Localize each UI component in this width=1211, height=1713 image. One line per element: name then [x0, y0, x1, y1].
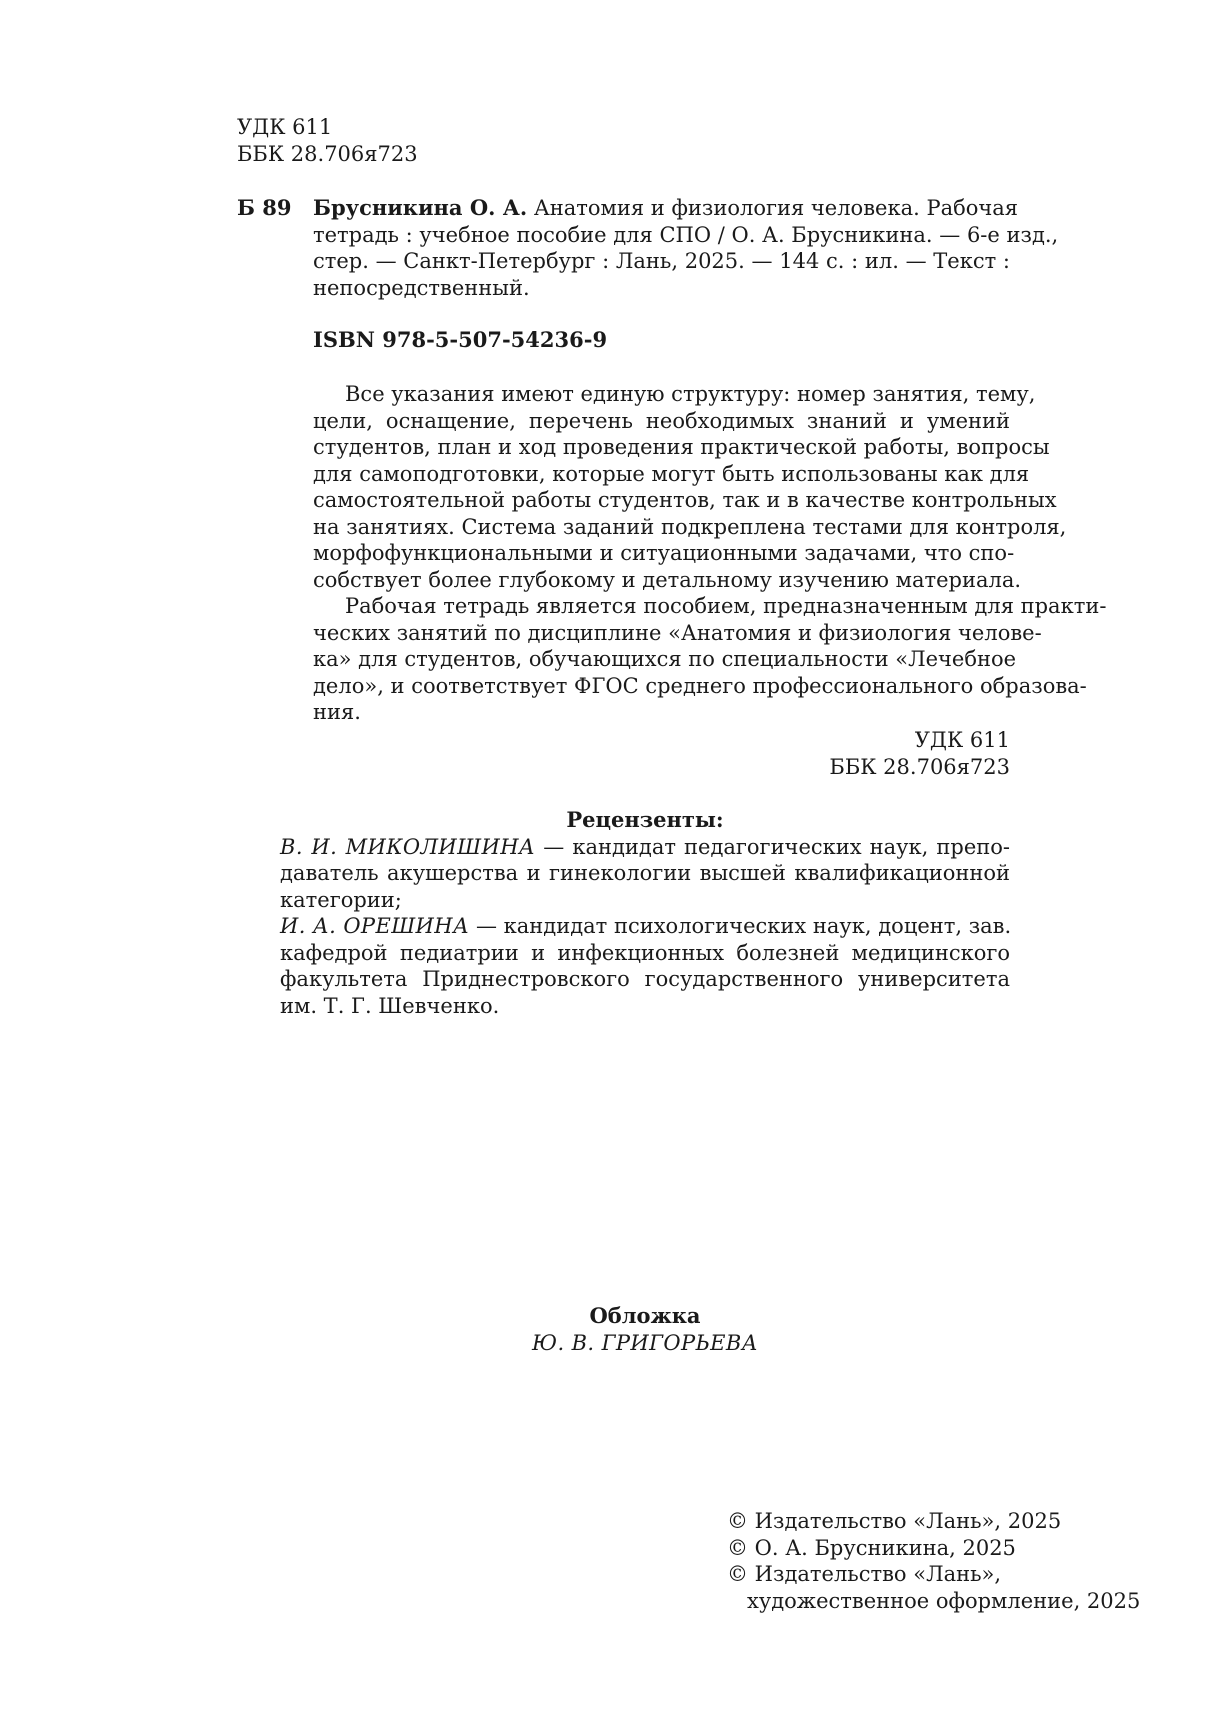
copyright-line: © Издательство «Лань», 2025 — [727, 1509, 1062, 1533]
reviewers-heading: Рецензенты: — [566, 807, 724, 832]
reviewer-2-line: факультета Приднестровского государственного университета — [280, 967, 1010, 991]
isbn: ISBN 978-5-507-54236-9 — [313, 327, 608, 352]
classification-top — [237, 114, 418, 167]
reviewer-1-line-1 — [280, 834, 1010, 861]
cover-artist: Ю. В. ГРИГОРЬЕВА — [531, 1330, 758, 1355]
copyright-block — [727, 1508, 1141, 1614]
biblio-line-1 — [313, 195, 1019, 222]
author-name: Брусникина О. А. — [313, 195, 528, 220]
reviewer-1-line: даватель акушерства и гинекологии высшей квалификационной — [280, 861, 1010, 885]
biblio-line-2: тетрадь : учебное пособие для СПО / О. А. Брусникина. — 6-е изд., — [313, 222, 1059, 247]
reviewer-1-title: — кандидат педагогических наук, препо- — [535, 834, 1010, 859]
reviewer-2-name: И. А. ОРЕШИНА — [280, 914, 470, 938]
reviewer-2-line-1 — [280, 913, 1010, 940]
abstract-line: дело», и соответствует ФГОС среднего профессионального образова- — [313, 673, 1087, 698]
biblio-line-4: непосредственный. — [313, 275, 530, 300]
abstract-line: на занятиях. Система заданий подкреплена тестами для контроля, — [313, 514, 1067, 539]
abstract-line: ческих занятий по дисциплине «Анатомия и физиология челове- — [313, 620, 1042, 645]
abstract-line: для самоподготовки, которые могут быть использованы как для — [313, 461, 1030, 486]
abstract-line: Все указания имеют единую структуру: номер занятия, тему, — [345, 382, 1036, 406]
reviewer-2-line: им. Т. Г. Шевченко. — [280, 993, 500, 1018]
abstract-line: морфофункциональными и ситуационными задачами, что спо- — [313, 541, 1015, 565]
reviewer-1-line: категории; — [280, 887, 402, 912]
copyright-line: художественное оформление, 2025 — [747, 1588, 1141, 1613]
bibliographic-record — [237, 195, 1059, 301]
reviewer-1-name: В. И. МИКОЛИШИНА — [280, 834, 536, 859]
bbk-code: ББК 28.706я723 — [829, 754, 1010, 779]
reviewer-2-line: кафедрой педиатрии и инфекционных болезней медицинского — [280, 940, 1010, 965]
abstract-line: самостоятельной работы студентов, так и в качестве контрольных — [313, 488, 1057, 512]
abstract-line: студентов, план и ход проведения практической работы, вопросы — [313, 435, 1050, 459]
udk-code: УДК 611 — [914, 728, 1010, 752]
abstract — [313, 381, 1107, 726]
reviewers-section — [280, 807, 1010, 1019]
biblio-title: Анатомия и физиология человека. Рабочая — [533, 196, 1019, 220]
bbk-code: ББК 28.706я723 — [237, 141, 418, 166]
abstract-line: Рабочая тетрадь является пособием, предназначенным для практи- — [345, 594, 1107, 618]
cover-label: Обложка — [589, 1303, 701, 1328]
classification-bottom — [313, 727, 1010, 780]
copyright-line: © Издательство «Лань», — [727, 1562, 1002, 1586]
reviewer-2-title: — кандидат психологических наук, доцент, зав. — [469, 914, 1012, 938]
abstract-line: цели, оснащение, перечень необходимых знаний и умений — [313, 408, 1010, 433]
cover-credit — [280, 1303, 1010, 1356]
biblio-line-3: стер. — Санкт-Петербург : Лань, 2025. — 144 с. : ил. — Текст : — [313, 249, 1010, 273]
author-sign-code: Б 89 — [237, 195, 292, 220]
copyright-line: © О. А. Брусникина, 2025 — [727, 1535, 1016, 1560]
abstract-line: ка» для студентов, обучающихся по специальности «Лечебное — [313, 647, 1017, 671]
udk-code: УДК 611 — [237, 115, 333, 139]
abstract-line: ния. — [313, 700, 361, 724]
abstract-line: собствует более глубокому и детальному изучению материала. — [313, 567, 1022, 592]
bibliographic-description — [313, 195, 1059, 301]
